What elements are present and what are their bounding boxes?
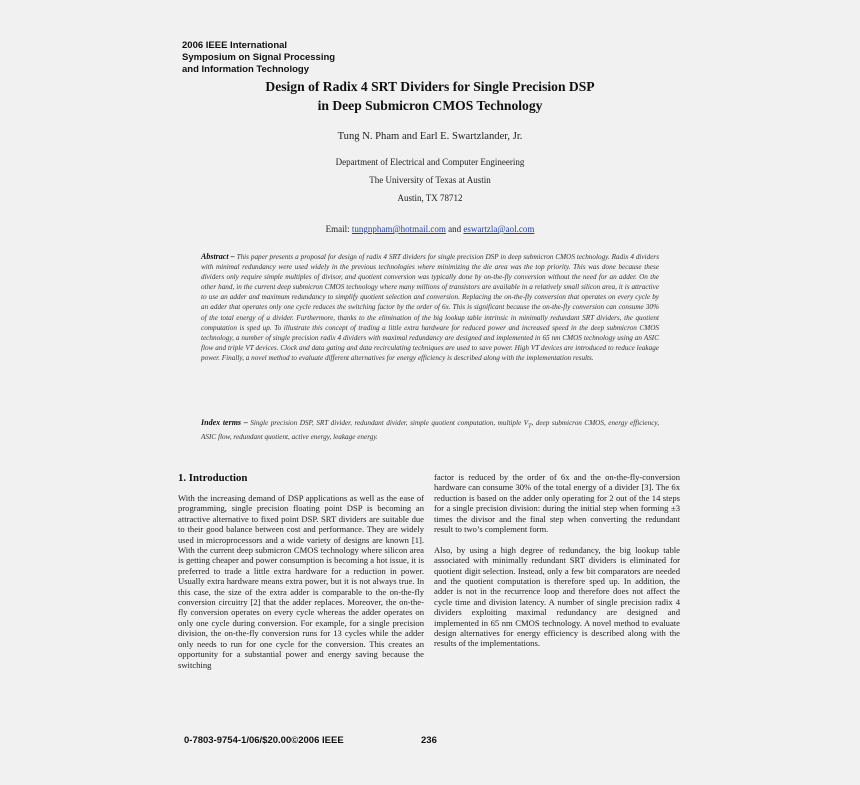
conference-line: and Information Technology [182,64,310,75]
page-number: 236 [421,735,437,746]
index-terms-subscript: T [528,423,532,430]
index-terms [201,418,659,442]
left-column [178,493,424,680]
author-affiliation [182,153,678,207]
title-line: in Deep Submicron CMOS Technology [317,98,543,113]
affiliation-line: The University of Texas at Austin [369,175,491,185]
email-conjunction: and [445,224,464,234]
conference-line: Symposium on Signal Processing [182,52,336,63]
body-paragraph: With the increasing demand of DSP applications as well as the ease of programming, single precision floating point DSP is becoming an attractive alternative to fixed point DSP. SRT dividers are suitable due to their good balance between cost and performance. They are widely used in microprocessors and a wide variety of designs are known [1]. With the current deep submicron CMOS technology where silicon area is getting cheaper and power consumption is becoming a hot issue, it is preferred to trade a little extra hardware for a reduction in power. Usually extra hardware means extra power, but it is not always true. In this case, the size of the extra adder is comparable to the on-the-fly conversion circuitry [2] that the adder replaces. Moreover, the on-the-fly conversion operates on every cycle whereas the adder operates on only one cycle during conversion. For example, for a single precision division, the on-the-fly conversion runs for 13 cycles while the adder only needs to run for one cycle for the conversion. This creates an opportunity for a substantial power and energy saving because the switching [178,493,424,670]
index-terms-label: Index terms – [201,418,248,427]
index-terms-text-end: , deep submicron CMOS, energy efficiency, ASIC flow, redundant quotient, active energy, leakage energy. [201,419,659,441]
body-paragraph: Also, by using a high degree of redundancy, the big lookup table associated with minimally redundant SRT dividers is eliminated for quotient digit selection. Instead, only a few bit comparators are needed and the quotient computation is therefore sped up. In addition, the adder is not in the recurrence loop and therefore does not affect the cycle time and division latency. A number of single precision radix 4 dividers exploiting maximal redundancy are designed and implemented in 65 nm CMOS technology. A novel method to evaluate design alternatives for energy efficiency is described along with the results of the implementations. [434,544,680,649]
email-prefix: Email: [325,224,352,234]
section-heading-introduction: 1. Introduction [178,472,248,484]
paper-title [182,77,678,115]
body-paragraph: factor is reduced by the order of 6x and the on-the-fly-conversion hardware can consume 30% of the total energy of a divider [3]. The 6x reduction is based on the adder only operating for 2 out of the 14 steps for a single precision division: during the initial step when forming ±3 times the divisor and the final step when converting the redundant result to two’s complement form. [434,472,680,535]
author-email [182,224,678,234]
abstract-text: This paper presents a proposal for design of radix 4 SRT dividers for single precision DSP in deep submicron CMOS technology. Radix 4 dividers with minimal redundancy were used widely in the previous technologies where minimizing the die area was the top priority. This was done because these dividers only require simple multiples of divisor, and quotient conversion was typically done by on-the-fly conversion without the need for an adder. On the other hand, in the current deep submicron CMOS technology where many millions of transistors are available in a relatively small silicon area, it is attractive to use an adder and maximum redundancy to simplify quotient selection and conversion. Replacing the on-the-fly conversion that operates on every cycle by an adder that operates only one cycle reduces the switching factor by the order of 6x. This is significant because the on-the-fly conversion can consume 30% of the total energy of a divider. Furthermore, thanks to the elimination of the big lookup table intrinsic in minimally redundant SRT dividers, the quotient computation is sped up. To illustrate this concept of trading a little extra hardware for reduced power and increased speed in the deep submicron CMOS technology, a number of single precision radix 4 dividers with maximal redundancy are designed and implemented in 65 nm CMOS technology using an ASIC flow and triple VT devices. Clock and data gating and data recirculating techniques are used to save power. High VT devices are introduced to reduce leakage power. Finally, a novel method to evaluate different alternatives for energy efficiency is described along with the implementation results. [201,253,659,362]
affiliation-line: Department of Electrical and Computer Engineering [335,157,525,167]
abstract-label: Abstract – [201,252,235,261]
affiliation-line: Austin, TX 78712 [397,193,463,203]
copyright-footer: 0-7803-9754-1/06/$20.00©2006 IEEE [184,735,344,746]
email-link-swartzlander[interactable]: eswartzla@aol.com [463,224,535,234]
right-column [434,472,680,659]
abstract [201,252,659,363]
conference-line: 2006 IEEE International [182,40,288,51]
conference-header [182,40,335,76]
paper-authors: Tung N. Pham and Earl E. Swartzlander, Jr. [337,131,523,142]
email-link-pham[interactable]: tungnpham@hotmail.com [351,224,446,234]
index-terms-text: Single precision DSP, SRT divider, redundant divider, simple quotient computation, multiple V [247,419,529,427]
title-line: Design of Radix 4 SRT Dividers for Single Precision DSP [265,79,595,94]
